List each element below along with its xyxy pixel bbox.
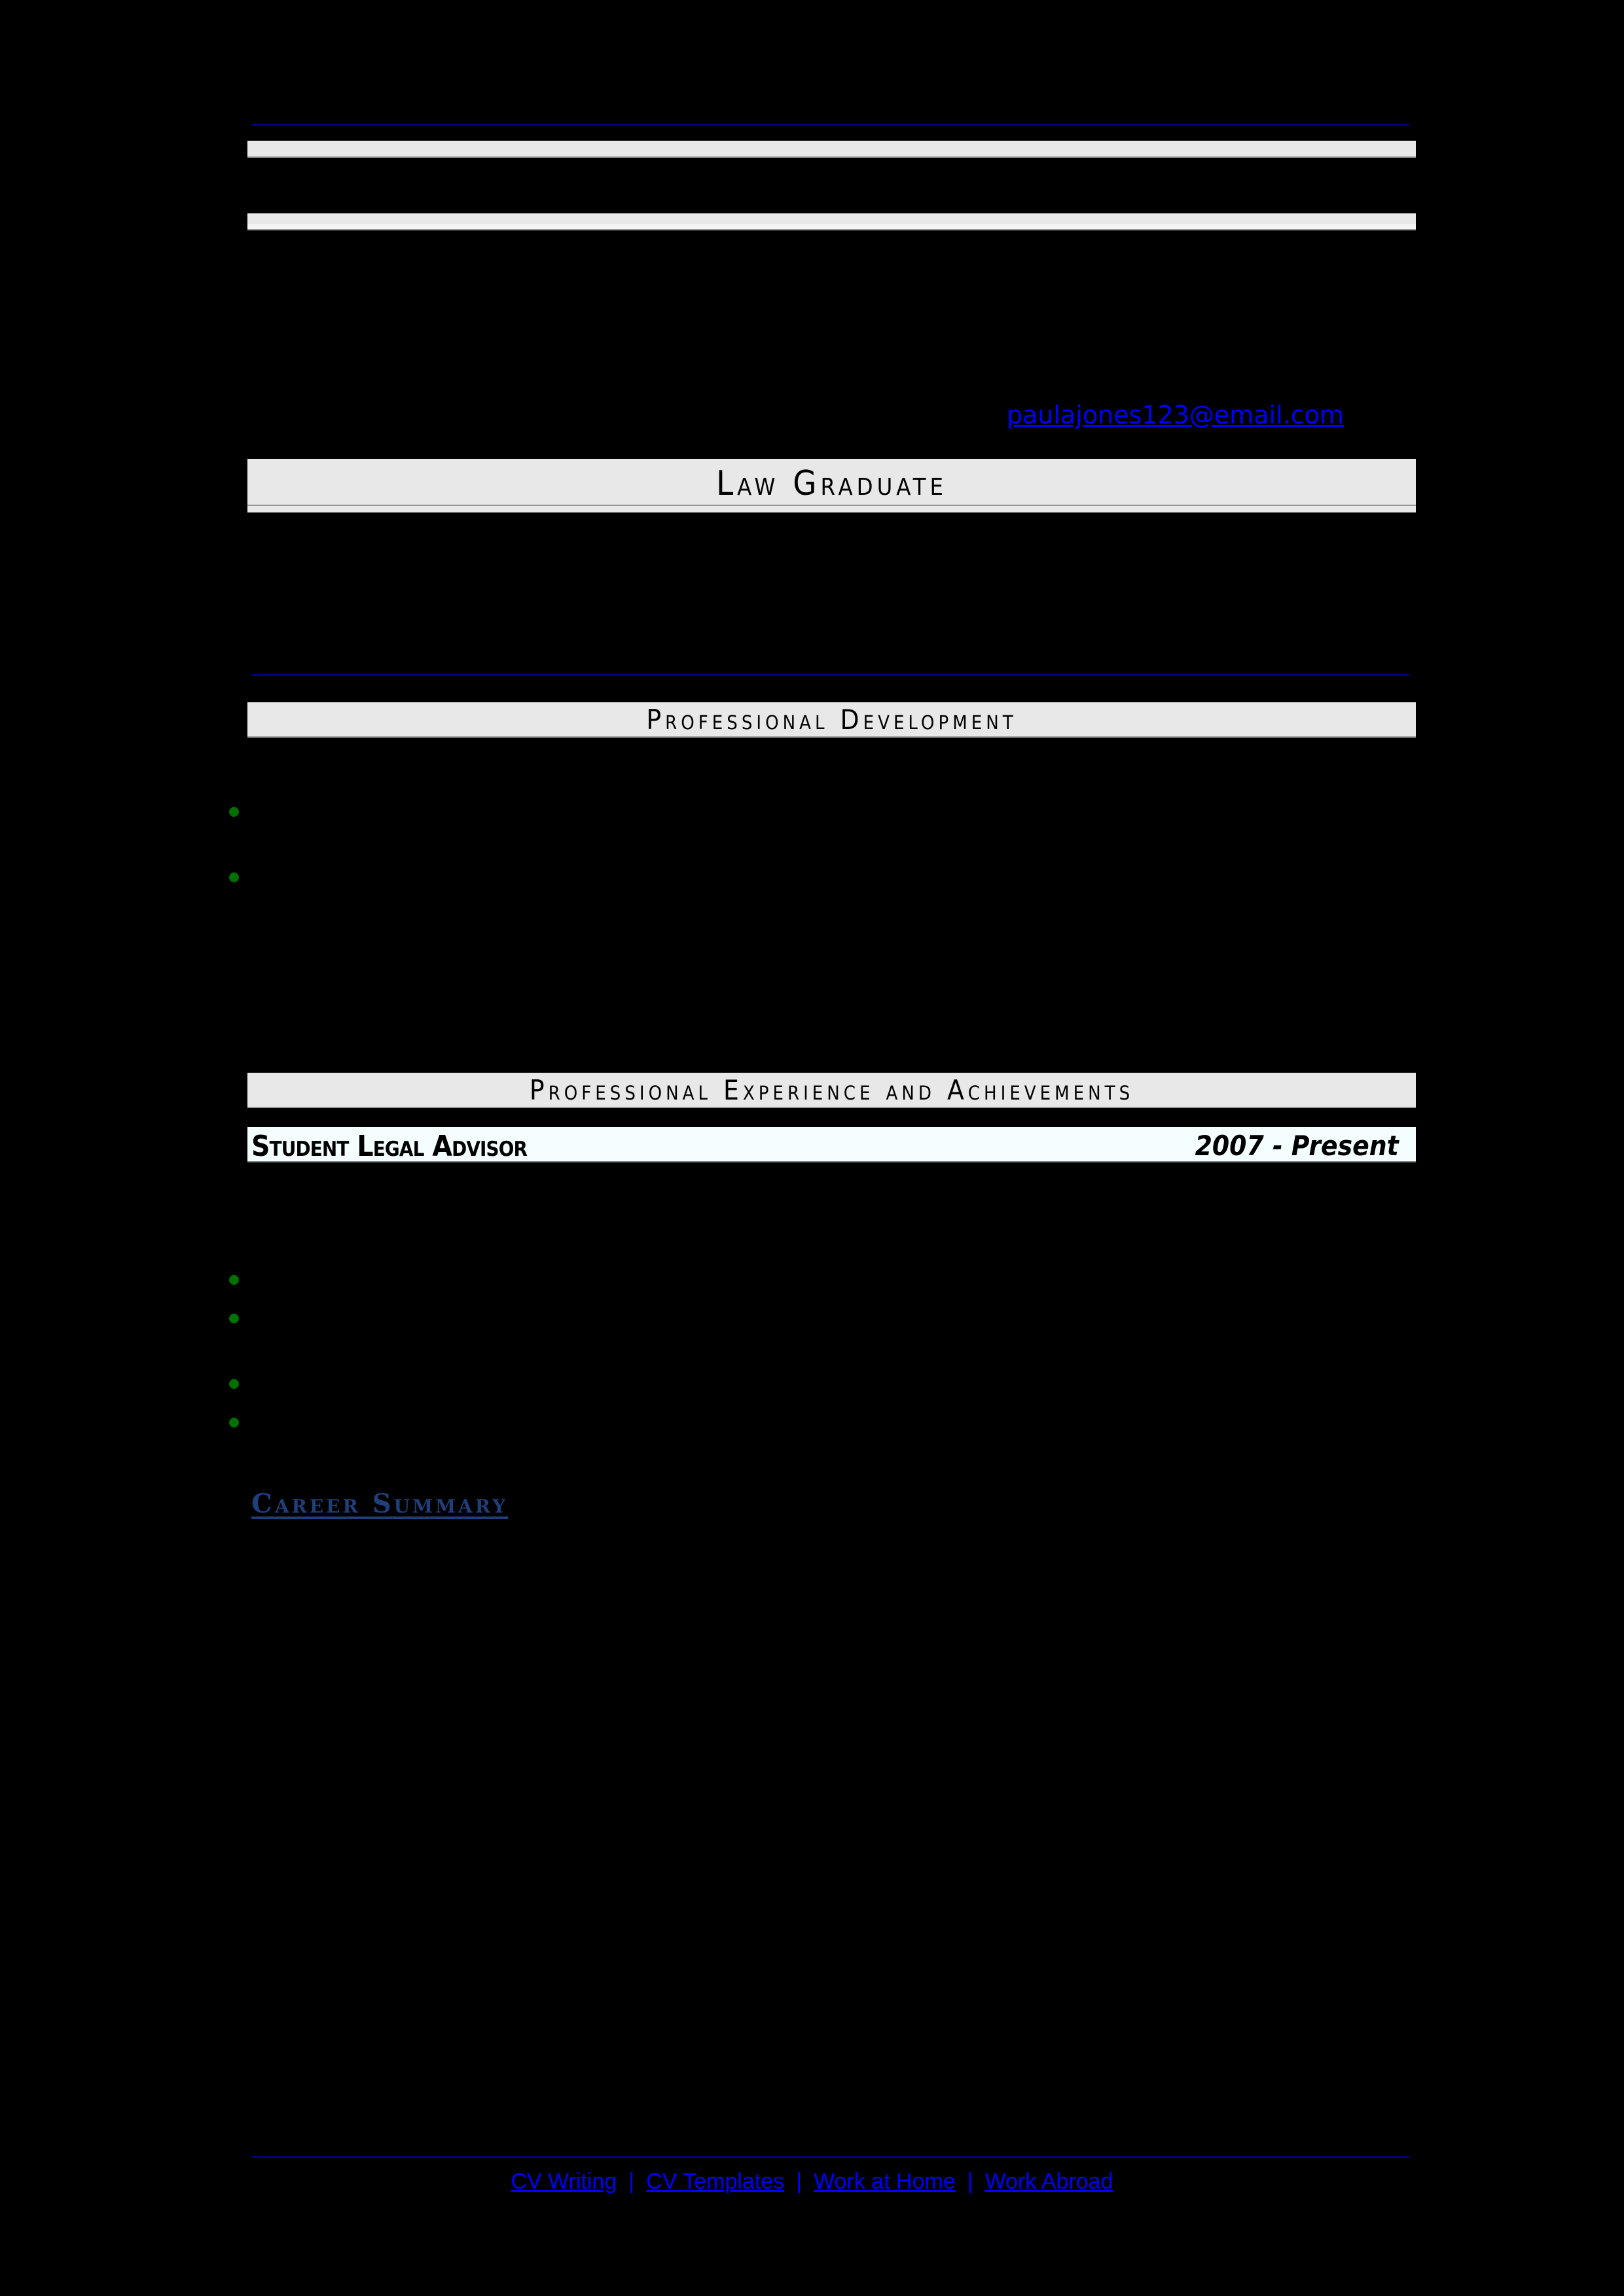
bullet-icon [229,1379,239,1389]
section-divider [252,674,1409,676]
bullet-icon [229,807,239,817]
separator: | [967,2169,973,2194]
footer-link-work-abroad[interactable]: Work Abroad [984,2169,1113,2194]
bullet-icon [229,1418,239,1427]
name-bar [247,141,1416,158]
title-bar [247,459,1416,512]
separator: | [796,2169,803,2194]
address-bar [247,213,1416,230]
job-title: Student Legal Advisor [251,1130,528,1163]
section-title: Professional Development [646,704,1017,736]
section-title: Professional Experience and Achievements [529,1074,1134,1106]
footer-link-cv-templates[interactable]: CV Templates [646,2169,785,2194]
page-title: Law Graduate [716,464,947,503]
top-divider [252,124,1409,126]
job-dates: 2007 - Present [1195,1130,1399,1162]
footer-links [0,2169,1624,2195]
footer-link-cv-writing[interactable]: CV Writing [511,2169,617,2194]
job-row [247,1127,1416,1162]
bullet-icon [229,1275,239,1285]
professional-development-header [247,702,1416,738]
bullet-icon [229,1314,239,1323]
separator: | [628,2169,635,2194]
footer-link-work-at-home[interactable]: Work at Home [814,2169,956,2194]
email-link[interactable]: paulajones123@email.com [1007,401,1344,429]
experience-header [247,1073,1416,1108]
career-summary-heading: Career Summary [251,1488,509,1519]
bullet-icon [229,872,239,882]
footer-divider [252,2156,1409,2158]
